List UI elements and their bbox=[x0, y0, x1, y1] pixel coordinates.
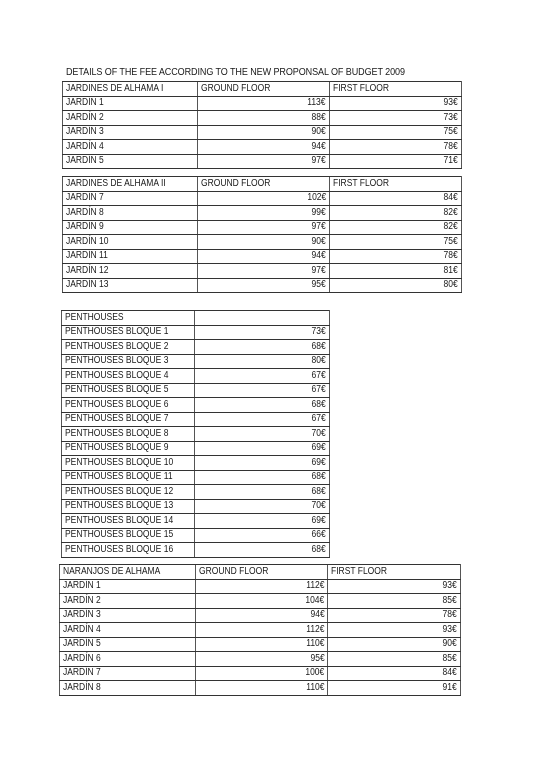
table-row bbox=[62, 412, 330, 427]
fee-cell bbox=[195, 608, 328, 623]
header-text: GROUND FLOOR bbox=[201, 82, 271, 94]
fee-value: 71€ bbox=[443, 155, 458, 167]
table-header-row bbox=[63, 82, 462, 97]
header-cell bbox=[195, 311, 330, 326]
table-row bbox=[62, 499, 330, 514]
fee-cell bbox=[195, 369, 330, 384]
fee-cell bbox=[195, 398, 330, 413]
fee-cell bbox=[330, 249, 462, 264]
fee-value: 112€ bbox=[306, 580, 325, 592]
table-row bbox=[62, 543, 330, 558]
table-row bbox=[62, 514, 330, 529]
row-label-cell bbox=[62, 412, 195, 427]
fee-value: 73€ bbox=[443, 111, 458, 123]
row-label: JARDÍN 6 bbox=[63, 652, 101, 664]
fee-cell bbox=[328, 681, 461, 696]
fee-value: 84€ bbox=[443, 192, 458, 204]
table-row bbox=[62, 485, 330, 500]
fee-value: 75€ bbox=[443, 235, 458, 247]
table-row bbox=[62, 456, 330, 471]
header-cell bbox=[195, 565, 328, 580]
table-jardines-alhama-1 bbox=[62, 81, 462, 169]
fee-cell bbox=[198, 264, 330, 279]
row-label: PENTHOUSES BLOQUE 1 bbox=[65, 326, 169, 338]
fee-cell bbox=[195, 485, 330, 500]
fee-cell bbox=[330, 220, 462, 235]
row-label: JARDÍN 2 bbox=[66, 111, 104, 123]
fee-value: 91€ bbox=[442, 681, 457, 693]
fee-value: 95€ bbox=[310, 652, 325, 664]
table-row bbox=[62, 369, 330, 384]
fee-cell bbox=[195, 594, 328, 609]
table-row bbox=[60, 623, 461, 638]
row-label-cell bbox=[60, 623, 196, 638]
table-row bbox=[62, 383, 330, 398]
row-label-cell bbox=[62, 441, 195, 456]
table-row bbox=[62, 354, 330, 369]
fee-cell bbox=[195, 383, 330, 398]
table-row bbox=[63, 220, 462, 235]
fee-cell bbox=[195, 579, 328, 594]
header-cell bbox=[330, 177, 462, 192]
fee-value: 78€ bbox=[443, 140, 458, 152]
fee-cell bbox=[195, 412, 330, 427]
row-label: JARDÍN 7 bbox=[63, 667, 101, 679]
row-label-cell bbox=[62, 340, 195, 355]
fee-value: 75€ bbox=[443, 126, 458, 138]
row-label: PENTHOUSES BLOQUE 4 bbox=[65, 369, 169, 381]
fee-cell bbox=[195, 623, 328, 638]
fee-value: 68€ bbox=[311, 398, 326, 410]
fee-value: 110€ bbox=[306, 638, 325, 650]
fee-cell bbox=[198, 125, 330, 140]
fee-value: 68€ bbox=[311, 485, 326, 497]
row-label: PENTHOUSES BLOQUE 10 bbox=[65, 456, 174, 468]
row-label: JARDÍN 10 bbox=[66, 235, 109, 247]
row-label: JARDÍN 4 bbox=[66, 140, 104, 152]
table-header-row bbox=[63, 177, 462, 192]
row-label-cell bbox=[62, 354, 195, 369]
row-label: PENTHOUSES BLOQUE 15 bbox=[65, 529, 174, 541]
fee-value: 85€ bbox=[442, 652, 457, 664]
fee-value: 93€ bbox=[442, 623, 457, 635]
header-text: FIRST FLOOR bbox=[331, 565, 388, 577]
table-header-row bbox=[60, 565, 461, 580]
fee-cell bbox=[328, 623, 461, 638]
fee-value: 90€ bbox=[442, 638, 457, 650]
fee-value: 94€ bbox=[311, 250, 326, 262]
header-text: GROUND FLOOR bbox=[198, 565, 269, 577]
fee-cell bbox=[195, 325, 330, 340]
fee-value: 82€ bbox=[443, 206, 458, 218]
table-row bbox=[60, 637, 461, 652]
fee-cell bbox=[198, 140, 330, 155]
fee-cell bbox=[198, 220, 330, 235]
row-label: PENTHOUSES BLOQUE 7 bbox=[65, 413, 169, 425]
row-label: JARDÍN 2 bbox=[63, 594, 101, 606]
fee-cell bbox=[330, 235, 462, 250]
table-jardines-alhama-2 bbox=[62, 176, 462, 293]
row-label: PENTHOUSES BLOQUE 8 bbox=[65, 427, 169, 439]
fee-value: 97€ bbox=[311, 221, 326, 233]
row-label-cell bbox=[60, 681, 196, 696]
header-text: FIRST FLOOR bbox=[333, 177, 390, 189]
header-cell bbox=[198, 177, 330, 192]
row-label: JARDÍN 3 bbox=[66, 126, 104, 138]
header-text: NARANJOS DE ALHAMA bbox=[63, 565, 161, 577]
row-label: JARDÍN 11 bbox=[66, 250, 108, 262]
fee-value: 104€ bbox=[305, 594, 325, 606]
table-row bbox=[63, 206, 462, 221]
fee-value: 67€ bbox=[311, 369, 326, 381]
fee-value: 94€ bbox=[311, 140, 326, 152]
row-label-cell bbox=[62, 398, 195, 413]
row-label: PENTHOUSES BLOQUE 6 bbox=[65, 398, 169, 410]
table-row bbox=[60, 594, 461, 609]
fee-value: 97€ bbox=[311, 155, 326, 167]
header-text: GROUND FLOOR bbox=[201, 177, 271, 189]
row-label-cell bbox=[63, 249, 198, 264]
fee-cell bbox=[195, 456, 330, 471]
table-row bbox=[63, 96, 462, 111]
row-label-cell bbox=[63, 111, 198, 126]
fee-value: 110€ bbox=[306, 681, 325, 693]
table-row bbox=[62, 398, 330, 413]
row-label: PENTHOUSES BLOQUE 3 bbox=[65, 355, 169, 367]
fee-value: 94€ bbox=[310, 609, 325, 621]
fee-cell bbox=[330, 96, 462, 111]
row-label: PENTHOUSES BLOQUE 5 bbox=[65, 384, 169, 396]
fee-cell bbox=[198, 154, 330, 169]
header-text: JARDINES DE ALHAMA I bbox=[66, 82, 164, 94]
fee-cell bbox=[195, 666, 328, 681]
header-cell bbox=[63, 82, 198, 97]
table-penthouses bbox=[61, 310, 330, 558]
row-label-cell bbox=[60, 608, 196, 623]
fee-cell bbox=[328, 579, 461, 594]
fee-cell bbox=[330, 264, 462, 279]
fee-cell bbox=[198, 111, 330, 126]
fee-cell bbox=[198, 235, 330, 250]
fee-value: 112€ bbox=[306, 623, 325, 635]
fee-cell bbox=[195, 470, 330, 485]
fee-value: 68€ bbox=[311, 471, 326, 483]
row-label: JARDÍN 13 bbox=[66, 279, 109, 291]
fee-cell bbox=[198, 278, 330, 293]
row-label-cell bbox=[63, 96, 198, 111]
table-naranjos-alhama bbox=[59, 564, 461, 696]
row-label-cell bbox=[63, 125, 198, 140]
row-label-cell bbox=[62, 514, 195, 529]
fee-cell bbox=[195, 652, 328, 667]
fee-cell bbox=[330, 111, 462, 126]
fee-value: 95€ bbox=[311, 279, 326, 291]
row-label-cell bbox=[62, 427, 195, 442]
fee-cell bbox=[195, 441, 330, 456]
row-label: PENTHOUSES BLOQUE 11 bbox=[65, 471, 173, 483]
header-text: JARDINES DE ALHAMA II bbox=[66, 177, 166, 189]
fee-value: 90€ bbox=[311, 126, 326, 138]
row-label-cell bbox=[62, 325, 195, 340]
fee-cell bbox=[195, 681, 328, 696]
table-row bbox=[63, 125, 462, 140]
table-row bbox=[63, 249, 462, 264]
fee-cell bbox=[195, 499, 330, 514]
header-cell bbox=[198, 82, 330, 97]
fee-cell bbox=[198, 191, 330, 206]
row-label: PENTHOUSES BLOQUE 14 bbox=[65, 514, 174, 526]
row-label-cell bbox=[62, 456, 195, 471]
fee-cell bbox=[198, 249, 330, 264]
fee-cell bbox=[195, 427, 330, 442]
fee-cell bbox=[328, 608, 461, 623]
fee-value: 67€ bbox=[311, 384, 326, 396]
fee-value: 88€ bbox=[311, 111, 326, 123]
row-label-cell bbox=[62, 528, 195, 543]
fee-cell bbox=[330, 278, 462, 293]
row-label: JARDÍN 5 bbox=[66, 155, 104, 167]
fee-cell bbox=[330, 191, 462, 206]
fee-cell bbox=[195, 514, 330, 529]
row-label: PENTHOUSES BLOQUE 13 bbox=[65, 500, 174, 512]
fee-value: 69€ bbox=[311, 442, 326, 454]
row-label-cell bbox=[60, 652, 196, 667]
row-label: JARDÍN 5 bbox=[63, 638, 101, 650]
fee-cell bbox=[198, 206, 330, 221]
row-label: JARDÍN 1 bbox=[66, 97, 104, 109]
row-label: JARDÍN 4 bbox=[63, 623, 101, 635]
table-row bbox=[60, 681, 461, 696]
fee-value: 97€ bbox=[311, 264, 326, 276]
row-label-cell bbox=[62, 470, 195, 485]
row-label: JARDÍN 7 bbox=[66, 192, 104, 204]
fee-cell bbox=[330, 154, 462, 169]
fee-value: 84€ bbox=[442, 667, 457, 679]
row-label-cell bbox=[62, 499, 195, 514]
fee-value: 68€ bbox=[311, 543, 326, 555]
fee-value: 99€ bbox=[311, 206, 326, 218]
table-header-row bbox=[62, 311, 330, 326]
table-row bbox=[60, 608, 461, 623]
row-label: JARDÍN 8 bbox=[63, 681, 101, 693]
row-label-cell bbox=[63, 264, 198, 279]
row-label-cell bbox=[63, 140, 198, 155]
fee-value: 69€ bbox=[311, 514, 326, 526]
row-label-cell bbox=[63, 220, 198, 235]
fee-value: 70€ bbox=[311, 427, 326, 439]
fee-value: 70€ bbox=[311, 500, 326, 512]
header-cell bbox=[63, 177, 198, 192]
row-label-cell bbox=[63, 235, 198, 250]
row-label: PENTHOUSES BLOQUE 9 bbox=[65, 442, 169, 454]
row-label-cell bbox=[63, 278, 198, 293]
table-row bbox=[63, 140, 462, 155]
fee-value: 78€ bbox=[443, 250, 458, 262]
fee-cell bbox=[195, 528, 330, 543]
fee-cell bbox=[328, 652, 461, 667]
fee-cell bbox=[195, 340, 330, 355]
row-label: PENTHOUSES BLOQUE 16 bbox=[65, 543, 174, 555]
fee-cell bbox=[195, 354, 330, 369]
row-label-cell bbox=[63, 191, 198, 206]
table-row bbox=[62, 441, 330, 456]
document-title: DETAILS OF THE FEE ACCORDING TO THE NEW PROPONSAL OF BUDGET 2009 bbox=[66, 66, 405, 78]
fee-value: 80€ bbox=[443, 279, 458, 291]
fee-cell bbox=[198, 96, 330, 111]
fee-cell bbox=[195, 543, 330, 558]
fee-value: 73€ bbox=[311, 326, 326, 338]
fee-value: 90€ bbox=[311, 235, 326, 247]
table-row bbox=[62, 427, 330, 442]
fee-value: 93€ bbox=[443, 97, 458, 109]
row-label-cell bbox=[60, 579, 196, 594]
fee-value: 93€ bbox=[442, 580, 457, 592]
fee-cell bbox=[330, 206, 462, 221]
fee-value: 66€ bbox=[311, 529, 326, 541]
table-row bbox=[63, 278, 462, 293]
table-row bbox=[63, 264, 462, 279]
table-row bbox=[60, 652, 461, 667]
fee-cell bbox=[330, 125, 462, 140]
fee-value: 69€ bbox=[311, 456, 326, 468]
table-row bbox=[62, 340, 330, 355]
row-label-cell bbox=[62, 543, 195, 558]
row-label: JARDÍN 1 bbox=[63, 580, 101, 592]
row-label-cell bbox=[62, 485, 195, 500]
fee-value: 102€ bbox=[307, 192, 326, 204]
header-cell bbox=[330, 82, 462, 97]
table-row bbox=[63, 111, 462, 126]
row-label: JARDÍN 3 bbox=[63, 609, 101, 621]
table-row bbox=[63, 235, 462, 250]
row-label: JARDÍN 9 bbox=[66, 221, 104, 233]
fee-cell bbox=[328, 666, 461, 681]
fee-value: 81€ bbox=[443, 264, 458, 276]
fee-value: 67€ bbox=[311, 413, 326, 425]
row-label-cell bbox=[60, 637, 196, 652]
row-label-cell bbox=[60, 666, 196, 681]
table-row bbox=[60, 666, 461, 681]
header-cell bbox=[60, 565, 196, 580]
row-label-cell bbox=[62, 383, 195, 398]
fee-value: 85€ bbox=[442, 594, 457, 606]
fee-value: 113€ bbox=[307, 97, 326, 109]
fee-value: 82€ bbox=[443, 221, 458, 233]
fee-value: 100€ bbox=[305, 667, 325, 679]
fee-cell bbox=[328, 637, 461, 652]
row-label-cell bbox=[62, 369, 195, 384]
table-row bbox=[63, 191, 462, 206]
fee-cell bbox=[328, 594, 461, 609]
row-label-cell bbox=[60, 594, 196, 609]
row-label: JARDÍN 12 bbox=[66, 264, 109, 276]
table-row bbox=[60, 579, 461, 594]
row-label-cell bbox=[63, 206, 198, 221]
table-row bbox=[63, 154, 462, 169]
fee-cell bbox=[195, 637, 328, 652]
header-cell bbox=[62, 311, 195, 326]
header-text: FIRST FLOOR bbox=[333, 82, 390, 94]
fee-value: 80€ bbox=[311, 355, 326, 367]
fee-value: 78€ bbox=[442, 609, 457, 621]
fee-value: 68€ bbox=[311, 340, 326, 352]
row-label: PENTHOUSES BLOQUE 2 bbox=[65, 340, 169, 352]
header-cell bbox=[328, 565, 461, 580]
fee-cell bbox=[330, 140, 462, 155]
table-row bbox=[62, 325, 330, 340]
row-label: PENTHOUSES BLOQUE 12 bbox=[65, 485, 174, 497]
row-label: JARDÍN 8 bbox=[66, 206, 104, 218]
header-text: PENTHOUSES bbox=[65, 311, 124, 323]
table-row bbox=[62, 528, 330, 543]
row-label-cell bbox=[63, 154, 198, 169]
table-row bbox=[62, 470, 330, 485]
